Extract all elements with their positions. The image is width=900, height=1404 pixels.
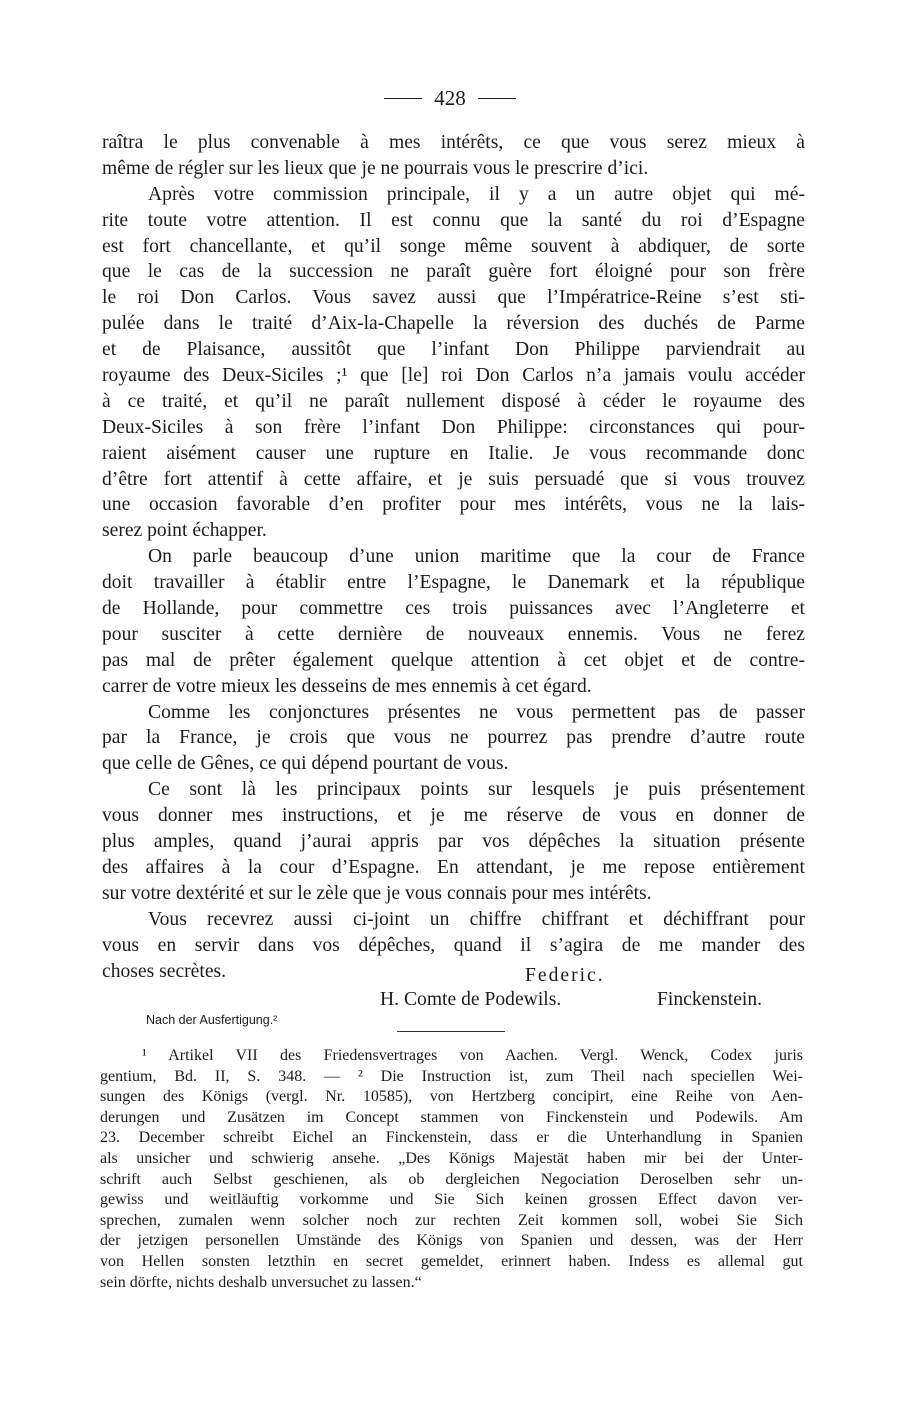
text-line: d’être fort attentif à cette affaire, et je suis persuadé que si vous trouvez [102, 468, 805, 490]
text-line: serez point échapper. [102, 520, 267, 542]
text-line: et de Plaisance, aussitôt que l’infant Don Philippe parviendrait au [102, 339, 805, 361]
text-line: raient aisément causer une rupture en Italie. Je vous recommande donc [102, 442, 805, 464]
paragraph-start: Comme les conjonctures présentes ne vous permettent pas de passer [148, 701, 805, 723]
footnote-line: von Hellen sonsten letzthin en secret gemeldet, erinnert haben. Indess es allemal gut [100, 1252, 803, 1270]
text-line: carrer de votre mieux les desseins de mes ennemis à cet égard. [102, 675, 592, 697]
footnote-line: sein dörfte, nichts deshalb unversuchet zu lassen.“ [100, 1273, 422, 1291]
text-line: de Hollande, pour commettre ces trois puissances avec l’Angleterre et [102, 598, 805, 620]
text-line: par la France, je crois que vous ne pourrez pas prendre d’autre route [102, 727, 805, 749]
footnote-line: 23. December schreibt Eichel an Finckenstein, dass er die Unterhandlung in Spanien [100, 1129, 803, 1147]
text-line: rite toute votre attention. Il est connu que la santé du roi d’Espagne [102, 209, 805, 231]
footnote-line: ¹ Artikel VII des Friedensvertrages von Aachen. Vergl. Wenck, Codex juris [142, 1047, 803, 1064]
text-line: choses secrètes. [102, 960, 227, 982]
footnote-line: der jetzigen personellen Umstände des Königs von Spanien und dessen, was der Herr [100, 1232, 803, 1250]
header-dash-left [384, 98, 422, 99]
main-text [102, 130, 805, 984]
countersignature-finckenstein: Finckenstein. [657, 989, 763, 1010]
text-line: des affaires à la cour d’Espagne. En attendant, je me repose entièrement [102, 856, 805, 878]
paragraph-start: Après votre commission principale, il y a un autre objet qui mé- [148, 183, 805, 205]
text-line: que celle de Gênes, ce qui dépend pourtant de vous. [102, 753, 509, 775]
footnote-line: gewiss und weitläuftig vorkomme und Sie Sich keinen grossen Effect davon ver- [100, 1191, 803, 1209]
text-line: vous en servir dans vos dépêches, quand il s’agira de me mander des [102, 934, 805, 956]
page-header [0, 86, 900, 111]
text-line: à ce traité, et qu’il ne paraît nullement disposé à céder le royaume des [102, 390, 805, 412]
text-line: même de régler sur les lieux que je ne pourrais vous le prescrire d’ici. [102, 157, 649, 179]
footnote-line: sungen des Königs (vergl. Nr. 10585), von Hertzberg concipirt, eine Reihe von Aen- [100, 1088, 803, 1106]
footnote-line: als unsicher und schwierig ansehe. „Des Königs Majestät haben mir bei der Unter- [100, 1149, 803, 1167]
footnote-line: schrift auch Selbst geschienen, als ob dergleichen Negociation Deroselben sehr un- [100, 1170, 803, 1188]
text-line: vous donner mes instructions, et je me réserve de vous en donner de [102, 805, 805, 827]
text-line: le roi Don Carlos. Vous savez aussi que l’Impératrice-Reine s’est sti- [102, 287, 805, 309]
paragraph-start: On parle beaucoup d’une union maritime que la cour de France [148, 546, 805, 568]
text-line: pour susciter à cette dernière de nouveaux ennemis. Vous ne ferez [102, 623, 805, 645]
text-line: que le cas de la succession ne paraît guère fort éloigné pour son frère [102, 261, 805, 283]
footnotes [100, 1046, 803, 1293]
text-line: plus amples, quand j’aurai appris par vos dépêches la situation présente [102, 831, 805, 853]
source-note: Nach der Ausfertigung.² [146, 1013, 278, 1027]
footnote-line: gentium, Bd. II, S. 348. — ² Die Instruction ist, zum Theil nach speciellen Wei- [100, 1067, 803, 1085]
footnote-line: derungen und Zusätzen im Concept stammen von Finckenstein und Podewils. Am [100, 1108, 803, 1126]
text-line: pas mal de prêter également quelque attention à cet objet et de contre- [102, 649, 805, 671]
text-line: raîtra le plus convenable à mes intérêts, ce que vous serez mieux à [102, 132, 805, 153]
text-line: royaume des Deux-Siciles ;¹ que [le] roi Don Carlos n’a jamais voulu accéder [102, 365, 805, 387]
text-line: doit travailler à établir entre l’Espagne, le Danemark et la république [102, 572, 805, 594]
paragraph-start: Ce sont là les principaux points sur lesquels je puis présentement [148, 779, 805, 801]
text-line: Deux-Siciles à son frère l’infant Don Philippe: circonstances qui pour- [102, 416, 805, 438]
text-line: pulée dans le traité d’Aix-la-Chapelle la réversion des duchés de Parme [102, 313, 805, 335]
text-line: est fort chancellante, et qu’il songe même souvent à abdiquer, de sorte [102, 235, 805, 257]
text-line: une occasion favorable d’en profiter pour mes intérêts, vous ne la lais- [102, 494, 805, 516]
signature-name: Federic. [525, 965, 605, 986]
footnote-rule [397, 1031, 505, 1032]
footnote-line: sprechen, zumalen wenn solcher noch zur rechten Zeit kommen soll, wobei Sie Sich [100, 1211, 803, 1229]
paragraph-start: Vous recevrez aussi ci-joint un chiffre chiffrant et déchiffrant pour [148, 908, 805, 930]
page-number: 428 [434, 86, 466, 110]
countersignature-podewils: H. Comte de Podewils. [380, 989, 562, 1010]
text-line: sur votre dextérité et sur le zèle que je vous connais pour mes intérêts. [102, 882, 652, 904]
header-dash-right [478, 98, 516, 99]
signature-block [0, 960, 900, 1030]
